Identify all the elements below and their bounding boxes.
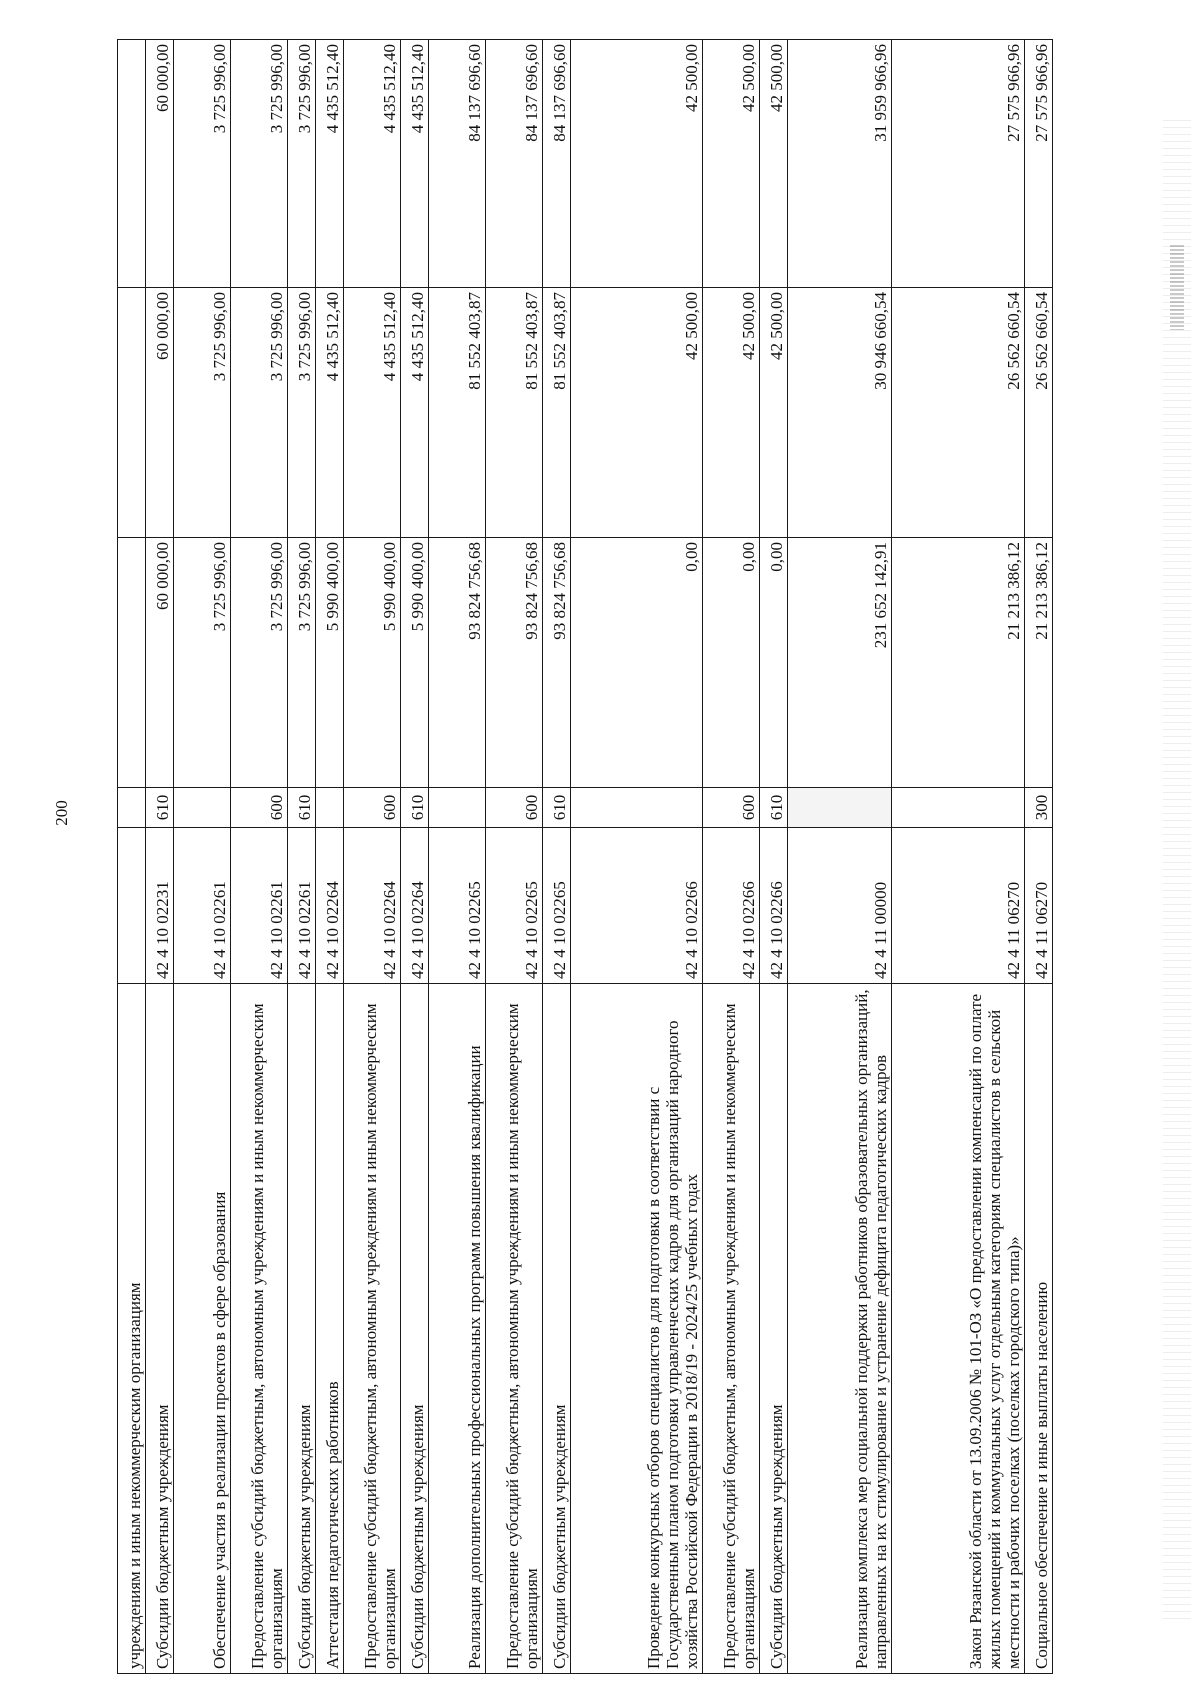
row-value-1: 3 725 996,00 [231, 538, 288, 788]
table-row [486, 40, 543, 1674]
row-value-2: 42 500,00 [703, 288, 760, 538]
row-value-2: 26 562 660,54 [1025, 288, 1053, 538]
row-value-2: 3 725 996,00 [288, 288, 316, 538]
row-value-2 [118, 288, 146, 538]
row-name: Реализация дополнительных профессиональных программ повышения квалификации [429, 984, 486, 1674]
row-code: 42 4 11 06270 [1025, 828, 1053, 984]
row-name: Проведение конкурсных отборов специалистов для подготовки в соответствии с Государственным планом подготовки управленческих кадров для организаций народного хозяйства Российской Федерации в 2018/19 - 2024/25 учебных годах [571, 984, 703, 1674]
page-number: 200 [52, 800, 71, 826]
row-code: 42 4 10 02264 [316, 828, 344, 984]
scan-edge-artifact [1170, 245, 1184, 330]
row-code: 42 4 10 02261 [174, 828, 231, 984]
row-vr [892, 788, 1025, 828]
row-value-3: 31 959 966,96 [788, 40, 892, 288]
row-vr: 610 [543, 788, 571, 828]
row-value-1: 93 824 756,68 [486, 538, 543, 788]
row-value-2: 30 946 660,54 [788, 288, 892, 538]
table-row [146, 40, 174, 1674]
row-value-3: 27 575 966,96 [892, 40, 1025, 288]
row-value-1: 5 990 400,00 [344, 538, 401, 788]
row-code: 42 4 10 02266 [571, 828, 703, 984]
row-vr: 610 [760, 788, 788, 828]
row-vr: 610 [288, 788, 316, 828]
row-value-3: 3 725 996,00 [231, 40, 288, 288]
row-value-2: 42 500,00 [571, 288, 703, 538]
row-value-2: 4 435 512,40 [401, 288, 429, 538]
row-value-3: 3 725 996,00 [288, 40, 316, 288]
row-code [118, 828, 146, 984]
row-name: Предоставление субсидий бюджетным, автономным учреждениям и иным некоммерческим организациям [703, 984, 760, 1674]
row-name: Социальное обеспечение и иные выплаты населению [1025, 984, 1053, 1674]
table-row [1025, 40, 1053, 1674]
table-row [401, 40, 429, 1674]
row-name: Предоставление субсидий бюджетным, автономным учреждениям и иным некоммерческим организациям [231, 984, 288, 1674]
row-code: 42 4 10 02231 [146, 828, 174, 984]
row-value-2: 60 000,00 [146, 288, 174, 538]
row-code: 42 4 10 02264 [344, 828, 401, 984]
row-value-3: 84 137 696,60 [429, 40, 486, 288]
row-value-1: 0,00 [703, 538, 760, 788]
row-value-3: 3 725 996,00 [174, 40, 231, 288]
row-value-1: 60 000,00 [146, 538, 174, 788]
row-value-1: 21 213 386,12 [892, 538, 1025, 788]
row-vr [118, 788, 146, 828]
row-value-1: 3 725 996,00 [174, 538, 231, 788]
row-value-2: 3 725 996,00 [231, 288, 288, 538]
rotated-table-area [117, 40, 1051, 1674]
row-value-3: 42 500,00 [760, 40, 788, 288]
row-vr: 610 [146, 788, 174, 828]
table-row [316, 40, 344, 1674]
row-value-3: 42 500,00 [571, 40, 703, 288]
table-row [231, 40, 288, 1674]
row-vr: 600 [231, 788, 288, 828]
row-value-3: 4 435 512,40 [344, 40, 401, 288]
row-code: 42 4 11 00000 [788, 828, 892, 984]
row-value-3: 4 435 512,40 [401, 40, 429, 288]
row-code: 42 4 10 02266 [760, 828, 788, 984]
row-name: Закон Рязанской области от 13.09.2006 № 101-ОЗ «О предоставлении компенсаций по оплате жилых помещений и коммунальных услуг отдельным категориям специалистов в сельской местности и рабочих поселках (поселках городского типа)» [892, 984, 1025, 1674]
row-vr: 600 [703, 788, 760, 828]
row-value-3: 60 000,00 [146, 40, 174, 288]
row-value-1: 0,00 [760, 538, 788, 788]
row-value-2: 3 725 996,00 [174, 288, 231, 538]
row-name: Субсидии бюджетным учреждениям [543, 984, 571, 1674]
row-value-3: 84 137 696,60 [486, 40, 543, 288]
table-row [429, 40, 486, 1674]
row-value-2: 81 552 403,87 [486, 288, 543, 538]
row-vr: 600 [344, 788, 401, 828]
row-value-2: 26 562 660,54 [892, 288, 1025, 538]
row-name: Субсидии бюджетным учреждениям [146, 984, 174, 1674]
table-row [543, 40, 571, 1674]
row-value-2: 81 552 403,87 [429, 288, 486, 538]
row-code: 42 4 10 02261 [288, 828, 316, 984]
row-value-1: 0,00 [571, 538, 703, 788]
row-vr [429, 788, 486, 828]
row-value-3: 4 435 512,40 [316, 40, 344, 288]
table-row [760, 40, 788, 1674]
row-value-3: 27 575 966,96 [1025, 40, 1053, 288]
row-name: Предоставление субсидий бюджетным, автономным учреждениям и иным некоммерческим организациям [486, 984, 543, 1674]
row-vr [316, 788, 344, 828]
row-vr [788, 788, 892, 828]
table-row [344, 40, 401, 1674]
row-value-2: 42 500,00 [760, 288, 788, 538]
row-vr: 600 [486, 788, 543, 828]
table-row [571, 40, 703, 1674]
row-name: Обеспечение участия в реализации проектов в сфере образования [174, 984, 231, 1674]
table-row [288, 40, 316, 1674]
row-name: Субсидии бюджетным учреждениям [288, 984, 316, 1674]
row-code: 42 4 10 02265 [543, 828, 571, 984]
row-code: 42 4 10 02265 [486, 828, 543, 984]
table-row [118, 40, 146, 1674]
budget-table [117, 39, 1053, 1674]
row-name: учреждениям и иным некоммерческим организациям [118, 984, 146, 1674]
row-vr: 300 [1025, 788, 1053, 828]
row-vr: 610 [401, 788, 429, 828]
row-value-3: 84 137 696,60 [543, 40, 571, 288]
row-code: 42 4 10 02261 [231, 828, 288, 984]
table-row [703, 40, 760, 1674]
row-value-2: 81 552 403,87 [543, 288, 571, 538]
row-code: 42 4 10 02265 [429, 828, 486, 984]
row-value-1: 3 725 996,00 [288, 538, 316, 788]
row-value-1: 93 824 756,68 [543, 538, 571, 788]
row-name: Предоставление субсидий бюджетным, автономным учреждениям и иным некоммерческим организациям [344, 984, 401, 1674]
row-value-3 [118, 40, 146, 288]
row-value-1: 21 213 386,12 [1025, 538, 1053, 788]
row-value-2: 4 435 512,40 [316, 288, 344, 538]
row-vr [174, 788, 231, 828]
row-value-1: 93 824 756,68 [429, 538, 486, 788]
scan-edge-artifact [1163, 120, 1191, 1620]
row-value-1: 231 652 142,91 [788, 538, 892, 788]
row-name: Субсидии бюджетным учреждениям [401, 984, 429, 1674]
table-row [892, 40, 1025, 1674]
row-value-3: 42 500,00 [703, 40, 760, 288]
row-value-1: 5 990 400,00 [316, 538, 344, 788]
row-code: 42 4 11 06270 [892, 828, 1025, 984]
row-vr [571, 788, 703, 828]
row-name: Аттестация педагогических работников [316, 984, 344, 1674]
row-value-1 [118, 538, 146, 788]
row-name: Субсидии бюджетным учреждениям [760, 984, 788, 1674]
row-code: 42 4 10 02264 [401, 828, 429, 984]
row-code: 42 4 10 02266 [703, 828, 760, 984]
row-value-2: 4 435 512,40 [344, 288, 401, 538]
row-name: Реализация комплекса мер социальной поддержки работников образовательных организаций, направленных на их стимулирование и устранение дефицита педагогических кадров [788, 984, 892, 1674]
table-row [788, 40, 892, 1674]
table-row [174, 40, 231, 1674]
row-value-1: 5 990 400,00 [401, 538, 429, 788]
